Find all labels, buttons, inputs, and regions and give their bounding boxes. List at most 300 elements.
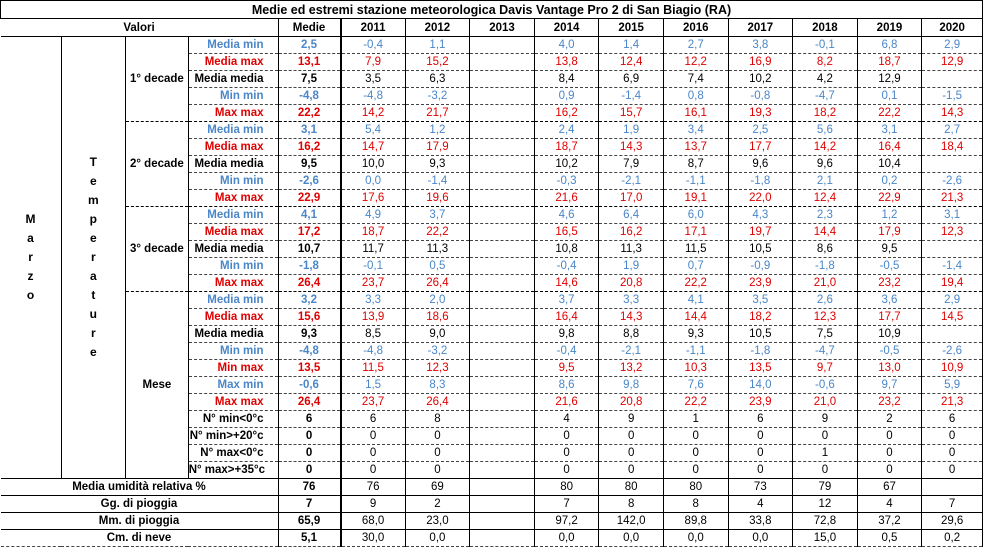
medie-value: 3,1 — [278, 122, 341, 139]
year-value: 10,4 — [857, 156, 922, 173]
year-value: 9,5 — [534, 360, 599, 377]
header-row — [1, 19, 983, 37]
year-value: -1,8 — [728, 173, 793, 190]
summary-label: Media umidità relativa % — [1, 479, 279, 496]
year-value — [470, 241, 535, 258]
year-value: 0,8 — [663, 88, 728, 105]
year-value: 17,0 — [599, 190, 664, 207]
year-value: 14,5 — [922, 309, 983, 326]
header-year: 2020 — [922, 19, 983, 37]
medie-value: 4,1 — [278, 207, 341, 224]
year-value — [470, 394, 535, 411]
year-value: -0,5 — [857, 343, 922, 360]
year-value — [470, 173, 535, 190]
summary-year-value: 0,0 — [728, 530, 793, 547]
summary-year-value: 2 — [405, 496, 470, 513]
medie-value: 9,3 — [278, 326, 341, 343]
year-value: 0 — [793, 428, 858, 445]
year-value: 13,0 — [857, 360, 922, 377]
year-value: 13,2 — [599, 360, 664, 377]
year-value: -1,4 — [922, 258, 983, 275]
year-value: 15,7 — [599, 105, 664, 122]
year-value: 5,4 — [341, 122, 406, 139]
year-value: 9,7 — [793, 360, 858, 377]
year-value: 12,9 — [857, 71, 922, 88]
year-value: 18,6 — [405, 309, 470, 326]
year-value: 1,4 — [599, 37, 664, 54]
year-value: 9,7 — [857, 377, 922, 394]
year-value: -2,6 — [922, 343, 983, 360]
year-value: 21,0 — [793, 394, 858, 411]
row-label: Min min — [188, 173, 278, 190]
row-label: Media media — [188, 326, 278, 343]
summary-year-value: 69 — [405, 479, 470, 496]
year-value: 16,4 — [534, 309, 599, 326]
row-label: Media min — [188, 207, 278, 224]
year-value: 12,3 — [922, 224, 983, 241]
year-value: 19,1 — [663, 190, 728, 207]
year-value: 4,1 — [663, 292, 728, 309]
year-value: 4,3 — [728, 207, 793, 224]
year-value: 9,8 — [534, 326, 599, 343]
year-value: 0 — [599, 428, 664, 445]
row-label: N° max>+35°c — [188, 462, 278, 479]
summary-label: Cm. di neve — [1, 530, 279, 547]
year-value: 12,9 — [922, 54, 983, 71]
sheet-title: Medie ed estremi stazione meteorologica Davis Vantage Pro 2 di San Biagio (RA) — [1, 1, 983, 19]
year-value — [922, 241, 983, 258]
medie-value: -1,8 — [278, 258, 341, 275]
medie-value: 0 — [278, 445, 341, 462]
temperature-letter: T — [89, 155, 97, 169]
row-label: Media media — [188, 156, 278, 173]
summary-year-value: 68,0 — [341, 513, 406, 530]
year-value: 9,6 — [793, 156, 858, 173]
summary-year-value — [470, 513, 535, 530]
summary-year-value: 73 — [728, 479, 793, 496]
group-label: 3° decade — [126, 207, 189, 292]
summary-year-value: 97,2 — [534, 513, 599, 530]
year-value: 8,6 — [534, 377, 599, 394]
year-value: -1,4 — [405, 173, 470, 190]
year-value: 10,8 — [534, 241, 599, 258]
year-value: -1,8 — [793, 258, 858, 275]
year-value — [470, 139, 535, 156]
year-value: 17,6 — [341, 190, 406, 207]
year-value: 6,8 — [857, 37, 922, 54]
row-label: Media min — [188, 37, 278, 54]
summary-medie: 5,1 — [278, 530, 341, 547]
year-value: -0,4 — [534, 343, 599, 360]
year-value: 0 — [534, 428, 599, 445]
year-value: 2,9 — [922, 37, 983, 54]
year-value: 7,9 — [341, 54, 406, 71]
year-value: 17,9 — [857, 224, 922, 241]
summary-year-value: 0,0 — [405, 530, 470, 547]
year-value: 6,0 — [663, 207, 728, 224]
month-label — [1, 37, 62, 479]
summary-row — [1, 496, 983, 513]
year-value — [470, 360, 535, 377]
year-value: 1,9 — [599, 122, 664, 139]
year-value — [470, 292, 535, 309]
year-value: 18,2 — [728, 309, 793, 326]
year-value: 6 — [341, 411, 406, 428]
row-label: Max max — [188, 275, 278, 292]
summary-year-value: 0,2 — [922, 530, 983, 547]
year-value: 0 — [341, 445, 406, 462]
year-value: 2,9 — [922, 292, 983, 309]
year-value: 3,5 — [341, 71, 406, 88]
year-value: 14,6 — [534, 275, 599, 292]
year-value: -0,8 — [728, 88, 793, 105]
summary-year-value: 9 — [341, 496, 406, 513]
year-value: 18,7 — [857, 54, 922, 71]
year-value: -0,9 — [728, 258, 793, 275]
year-value: 23,7 — [341, 275, 406, 292]
year-value: 22,0 — [728, 190, 793, 207]
header-medie: Medie — [278, 19, 341, 37]
year-value: 23,2 — [857, 394, 922, 411]
year-value: 14,7 — [341, 139, 406, 156]
year-value — [470, 411, 535, 428]
header-year: 2013 — [470, 19, 535, 37]
year-value — [470, 445, 535, 462]
year-value: 7,9 — [599, 156, 664, 173]
row-label: N° min>+20°c — [188, 428, 278, 445]
year-value: -0,1 — [341, 258, 406, 275]
summary-year-value: 8 — [663, 496, 728, 513]
year-value: 11,3 — [405, 241, 470, 258]
medie-value: -0,6 — [278, 377, 341, 394]
year-value: 5,9 — [922, 377, 983, 394]
year-value: 26,4 — [405, 394, 470, 411]
year-value: 18,7 — [341, 224, 406, 241]
year-value: 5,6 — [793, 122, 858, 139]
year-value: 7,6 — [663, 377, 728, 394]
year-value: -1,8 — [728, 343, 793, 360]
summary-year-value: 72,8 — [793, 513, 858, 530]
group-label: 1° decade — [126, 37, 189, 122]
year-value — [470, 275, 535, 292]
year-value: 0,1 — [857, 88, 922, 105]
year-value: 12,4 — [599, 54, 664, 71]
summary-year-value: 142,0 — [599, 513, 664, 530]
year-value: 16,2 — [599, 224, 664, 241]
summary-year-value: 30,0 — [341, 530, 406, 547]
year-value: 22,2 — [663, 275, 728, 292]
year-value: 16,1 — [663, 105, 728, 122]
temperature-label — [61, 37, 126, 479]
medie-value: 0 — [278, 462, 341, 479]
year-value — [470, 462, 535, 479]
year-value: 0 — [599, 462, 664, 479]
year-value: 13,8 — [534, 54, 599, 71]
year-value: 19,4 — [922, 275, 983, 292]
year-value: -2,6 — [922, 173, 983, 190]
medie-value: 7,5 — [278, 71, 341, 88]
medie-value: -4,8 — [278, 343, 341, 360]
month-letter: z — [27, 269, 34, 283]
row-label: Media max — [188, 139, 278, 156]
month-letter: M — [25, 212, 36, 226]
row-label: Media max — [188, 309, 278, 326]
year-value — [470, 326, 535, 343]
year-value: 1,1 — [405, 37, 470, 54]
year-value: 9,3 — [663, 326, 728, 343]
temperature-letter: t — [91, 288, 96, 302]
summary-year-value: 79 — [793, 479, 858, 496]
year-value: -1,4 — [599, 88, 664, 105]
medie-value: 17,2 — [278, 224, 341, 241]
year-value — [470, 190, 535, 207]
medie-value: 6 — [278, 411, 341, 428]
summary-year-value: 37,2 — [857, 513, 922, 530]
year-value: 19,7 — [728, 224, 793, 241]
medie-value: 22,2 — [278, 105, 341, 122]
year-value: -0,6 — [793, 377, 858, 394]
year-value: -0,1 — [793, 37, 858, 54]
year-value: 21,3 — [922, 190, 983, 207]
year-value: 0 — [857, 445, 922, 462]
temperature-letter: e — [89, 174, 97, 188]
year-value: 1,9 — [599, 258, 664, 275]
summary-year-value: 4 — [728, 496, 793, 513]
summary-year-value: 7 — [922, 496, 983, 513]
year-value — [470, 105, 535, 122]
summary-year-value: 12 — [793, 496, 858, 513]
year-value: 0 — [922, 428, 983, 445]
month-letter: a — [27, 231, 34, 245]
summary-year-value: 15,0 — [793, 530, 858, 547]
year-value: 9,8 — [599, 377, 664, 394]
table-row — [1, 37, 983, 54]
year-value: 0 — [405, 462, 470, 479]
year-value: 13,5 — [728, 360, 793, 377]
summary-year-value: 4 — [857, 496, 922, 513]
year-value: 10,2 — [534, 156, 599, 173]
year-value: 22,9 — [857, 190, 922, 207]
summary-year-value: 67 — [857, 479, 922, 496]
year-value: 8,8 — [599, 326, 664, 343]
year-value: 4,0 — [534, 37, 599, 54]
month-letter: r — [28, 250, 33, 264]
year-value: -4,8 — [341, 343, 406, 360]
year-value: 0,0 — [341, 173, 406, 190]
year-value: 0,9 — [534, 88, 599, 105]
year-value: 9,3 — [405, 156, 470, 173]
summary-row — [1, 513, 983, 530]
year-value — [470, 156, 535, 173]
year-value: 2,7 — [922, 122, 983, 139]
year-value: 13,9 — [341, 309, 406, 326]
row-label: Max min — [188, 377, 278, 394]
medie-value: 9,5 — [278, 156, 341, 173]
year-value: 1,2 — [857, 207, 922, 224]
year-value: 2 — [857, 411, 922, 428]
year-value: 8 — [405, 411, 470, 428]
year-value: -2,1 — [599, 343, 664, 360]
year-value: 12,2 — [663, 54, 728, 71]
year-value — [922, 156, 983, 173]
year-value: -4,8 — [341, 88, 406, 105]
summary-row — [1, 479, 983, 496]
year-value: 17,1 — [663, 224, 728, 241]
year-value: 0 — [341, 428, 406, 445]
year-value: -1,5 — [922, 88, 983, 105]
year-value — [470, 224, 535, 241]
year-value: 23,9 — [728, 275, 793, 292]
temperature-letter: e — [89, 345, 97, 359]
summary-year-value: 0,0 — [599, 530, 664, 547]
year-value: 7,4 — [663, 71, 728, 88]
summary-year-value: 8 — [599, 496, 664, 513]
year-value: 9 — [599, 411, 664, 428]
year-value: 0 — [663, 428, 728, 445]
summary-row — [1, 530, 983, 547]
row-label: Media media — [188, 241, 278, 258]
year-value — [470, 37, 535, 54]
year-value: 14,0 — [728, 377, 793, 394]
summary-year-value: 76 — [341, 479, 406, 496]
summary-year-value — [470, 496, 535, 513]
summary-year-value: 29,6 — [922, 513, 983, 530]
year-value: 2,1 — [793, 173, 858, 190]
year-value: 3,3 — [341, 292, 406, 309]
year-value: 9,5 — [857, 241, 922, 258]
temperature-letter: p — [89, 212, 97, 226]
year-value: 21,7 — [405, 105, 470, 122]
table-row — [1, 292, 983, 309]
medie-value: 3,2 — [278, 292, 341, 309]
table-row — [1, 122, 983, 139]
year-value: 23,7 — [341, 394, 406, 411]
year-value: 3,7 — [534, 292, 599, 309]
year-value: 0,5 — [405, 258, 470, 275]
row-label: Max max — [188, 105, 278, 122]
year-value — [470, 54, 535, 71]
year-value — [470, 309, 535, 326]
year-value: 10,0 — [341, 156, 406, 173]
year-value: 3,4 — [663, 122, 728, 139]
year-value: 0 — [663, 445, 728, 462]
year-value: 21,6 — [534, 394, 599, 411]
year-value: 11,5 — [341, 360, 406, 377]
row-label: Max max — [188, 190, 278, 207]
year-value: 3,8 — [728, 37, 793, 54]
year-value: 6,4 — [599, 207, 664, 224]
summary-label: Mm. di pioggia — [1, 513, 279, 530]
medie-value: 16,2 — [278, 139, 341, 156]
year-value: 0,2 — [857, 173, 922, 190]
year-value: 16,4 — [857, 139, 922, 156]
year-value — [470, 258, 535, 275]
year-value: 6 — [922, 411, 983, 428]
year-value: -0,3 — [534, 173, 599, 190]
year-value: 17,7 — [857, 309, 922, 326]
row-label: Media max — [188, 54, 278, 71]
year-value — [922, 71, 983, 88]
year-value: 21,0 — [793, 275, 858, 292]
year-value: 12,3 — [793, 309, 858, 326]
year-value — [470, 343, 535, 360]
year-value: 0 — [857, 428, 922, 445]
year-value: 0 — [922, 445, 983, 462]
year-value: 10,2 — [728, 71, 793, 88]
group-label: 2° decade — [126, 122, 189, 207]
year-value: 15,2 — [405, 54, 470, 71]
header-year: 2018 — [793, 19, 858, 37]
header-year: 2016 — [663, 19, 728, 37]
year-value: 0 — [922, 462, 983, 479]
year-value: 19,3 — [728, 105, 793, 122]
year-value: 13,7 — [663, 139, 728, 156]
year-value: 0 — [793, 462, 858, 479]
year-value: 18,7 — [534, 139, 599, 156]
year-value: 26,4 — [405, 275, 470, 292]
year-value: 14,4 — [793, 224, 858, 241]
year-value: 14,3 — [599, 309, 664, 326]
year-value: 9 — [793, 411, 858, 428]
medie-value: -4,8 — [278, 88, 341, 105]
year-value: 11,3 — [599, 241, 664, 258]
medie-value: 26,4 — [278, 275, 341, 292]
year-value: 6,9 — [599, 71, 664, 88]
header-year: 2011 — [341, 19, 406, 37]
year-value: 3,5 — [728, 292, 793, 309]
summary-year-value — [470, 479, 535, 496]
header-year: 2012 — [405, 19, 470, 37]
year-value: 7,5 — [793, 326, 858, 343]
summary-year-value: 89,8 — [663, 513, 728, 530]
year-value: -4,7 — [793, 343, 858, 360]
year-value: 0 — [341, 462, 406, 479]
year-value: 12,4 — [793, 190, 858, 207]
year-value: 3,6 — [857, 292, 922, 309]
year-value: 18,2 — [793, 105, 858, 122]
medie-value: 26,4 — [278, 394, 341, 411]
year-value: 12,3 — [405, 360, 470, 377]
year-value: 1,2 — [405, 122, 470, 139]
header-year: 2015 — [599, 19, 664, 37]
year-value: 4 — [534, 411, 599, 428]
year-value: 6 — [728, 411, 793, 428]
year-value: 11,5 — [663, 241, 728, 258]
group-label: Mese — [126, 292, 189, 479]
year-value — [470, 377, 535, 394]
year-value: 2,4 — [534, 122, 599, 139]
year-value: 0 — [728, 445, 793, 462]
year-value: 2,6 — [793, 292, 858, 309]
year-value: -3,2 — [405, 88, 470, 105]
row-label: Min min — [188, 343, 278, 360]
year-value: 10,5 — [728, 326, 793, 343]
year-value: 1 — [663, 411, 728, 428]
year-value: -1,1 — [663, 173, 728, 190]
year-value: 23,2 — [857, 275, 922, 292]
year-value: 4,6 — [534, 207, 599, 224]
table-row — [1, 207, 983, 224]
year-value: 14,2 — [341, 105, 406, 122]
medie-value: 13,1 — [278, 54, 341, 71]
year-value: 17,9 — [405, 139, 470, 156]
year-value: 6,3 — [405, 71, 470, 88]
year-value: -3,2 — [405, 343, 470, 360]
year-value: 9,0 — [405, 326, 470, 343]
medie-value: 10,7 — [278, 241, 341, 258]
year-value: 1 — [793, 445, 858, 462]
row-label: Media min — [188, 122, 278, 139]
